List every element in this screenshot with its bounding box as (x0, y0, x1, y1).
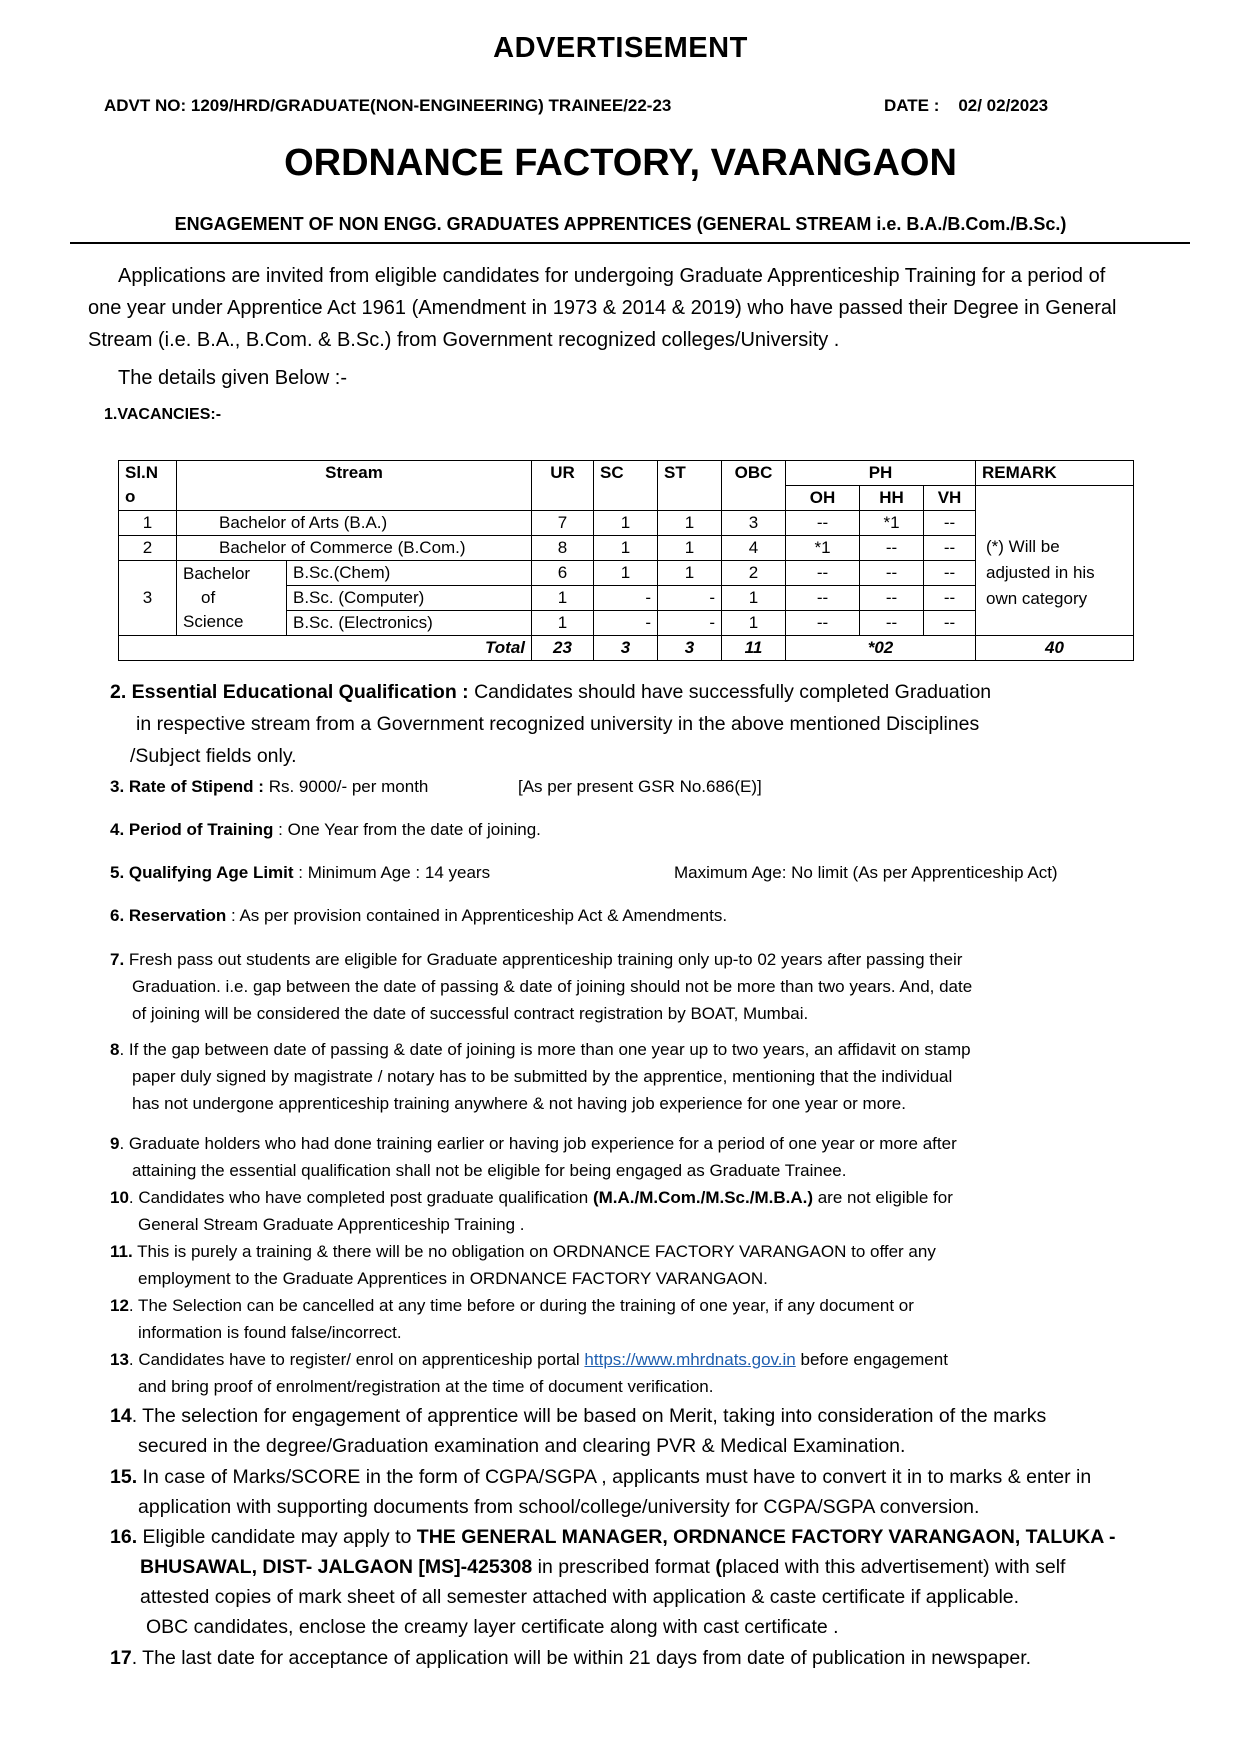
vacancies-table (118, 460, 1134, 661)
cell-obc: 1 (722, 586, 786, 611)
cell-stream: B.Sc. (Computer) (287, 586, 532, 611)
intro-line: Applications are invited from eligible candidates for undergoing Graduate Apprenticeship Training for a period of (118, 265, 1106, 287)
section-qualification: 2. Essential Educational Qualification : Candidates should have successfully completed Graduation in respective stream from a Government recognized university in the above mentioned Disciplines /Subject fields only. (110, 681, 992, 767)
cell-vh: -- (924, 511, 976, 536)
section-12: 12. The Selection can be cancelled at any time before or during the training of one year, if any document or information is found false/incorrect. (110, 1296, 914, 1342)
total-st: 3 (658, 636, 722, 661)
section-16: 16. Eligible candidate may apply to THE GENERAL MANAGER, ORDNANCE FACTORY VARANGAON, TALUKA - BHUSAWAL, DIST- JALGAON [MS]-425308 in prescribed format (placed with this advertisement) with self attested copies of mark sheet of all semester attached with application & caste certificate if applicable. OBC candidates, enclose the creamy layer certificate along with cast certificate . (110, 1526, 1116, 1638)
section-10: 10. Candidates who have completed post graduate qualification (M.A./M.Com./M.Sc./M.B.A.) are not eligible for General Stream Graduate Apprenticeship Training . (110, 1188, 953, 1234)
address: THE GENERAL MANAGER, ORDNANCE FACTORY VARANGAON, TALUKA - (416, 1526, 1116, 1548)
cell-stream-group (177, 561, 287, 636)
date-value: 02/ 02/2023 (958, 96, 1049, 115)
cell-hh: -- (860, 611, 924, 636)
cell-ur: 6 (532, 561, 594, 586)
group-line: Bachelor (183, 564, 251, 583)
cell-slno: 2 (119, 536, 177, 561)
cell-sc: 1 (594, 536, 658, 561)
section-9: 9. Graduate holders who had done training earlier or having job experience for a period of one year or more after attaining the essential qualification shall not be eligible for being engaged as Graduate Trainee. (110, 1134, 957, 1180)
cell-obc: 4 (722, 536, 786, 561)
cell-oh: *1 (786, 536, 860, 561)
section-label: 5. Qualifying Age Limit (110, 863, 294, 882)
header-vh: VH (924, 486, 976, 511)
cell-stream: Bachelor of Arts (B.A.) (177, 511, 532, 536)
details-intro: The details given Below :- (118, 367, 348, 389)
cell-ur: 1 (532, 586, 594, 611)
cell-st: - (658, 611, 722, 636)
header-slno: Sl.N o (119, 461, 177, 511)
total-label: Total (119, 636, 532, 661)
section-reservation: 6. Reservation : As per provision contained in Apprenticeship Act & Amendments. (110, 906, 728, 925)
cell-remark: (*) Will be adjusted in his own category (976, 511, 1134, 636)
cell-stream: B.Sc.(Chem) (287, 561, 532, 586)
header-ur: UR (532, 461, 594, 511)
section-label: 3. Rate of Stipend : (110, 777, 264, 796)
cell-oh: -- (786, 511, 860, 536)
total-ur: 23 (532, 636, 594, 661)
cell-hh: -- (860, 586, 924, 611)
section-label: 6. Reservation (110, 906, 227, 925)
section-17: 17. The last date for acceptance of application will be within 21 days from date of publication in newspaper. (110, 1647, 1032, 1669)
section-8: 8. If the gap between date of passing & date of joining is more than one year up to two years, an affidavit on stamp paper duly signed by magistrate / notary has to be submitted by the apprentice, mentioning that the individual has not undergone apprenticeship training anywhere & not having job experience for one year or more. (110, 1040, 971, 1113)
portal-link[interactable]: https://www.mhrdnats.gov.in (584, 1350, 796, 1369)
table-row (119, 511, 1134, 536)
total-ph: *02 (786, 636, 976, 661)
table-total-row (119, 636, 1134, 661)
section-7: 7. Fresh pass out students are eligible for Graduate apprenticeship training only up-to 02 years after passing their Graduation. i.e. gap between the date of passing & date of joining should not be more than two years. And, date of joining will be considered the date of successful contract registration by BOAT, Mumbai. (110, 950, 973, 1023)
header-remark: REMARK (976, 461, 1134, 486)
header-st: ST (658, 461, 722, 511)
address-cont: BHUSAWAL, DIST- JALGAON [MS]-425308 (140, 1556, 533, 1578)
section-label: 4. Period of Training (110, 820, 274, 839)
cell-obc: 1 (722, 611, 786, 636)
section-14: 14. The selection for engagement of apprentice will be based on Merit, taking into consideration of the marks secured in the degree/Graduation examination and clearing PVR & Medical Examination. (110, 1405, 1047, 1457)
document-subtitle: ENGAGEMENT OF NON ENGG. GRADUATES APPRENTICES (GENERAL STREAM i.e. B.A./B.Com./B.Sc.) (174, 214, 1067, 234)
cell-vh: -- (924, 586, 976, 611)
header-ph: PH (786, 461, 976, 486)
section-label: 2. Essential Educational Qualification : (110, 681, 469, 703)
cell-st: 1 (658, 511, 722, 536)
section-13: 13. Candidates have to register/ enrol on apprenticeship portal https://www.mhrdnats.gov.in before engagement and bring proof of enrolment/registration at the time of document verification. (110, 1350, 948, 1396)
section-stipend: 3. Rate of Stipend : Rs. 9000/- per month [As per present GSR No.686(E)] (110, 777, 762, 796)
header-oh: OH (786, 486, 860, 511)
cell-sc: - (594, 586, 658, 611)
cell-ur: 8 (532, 536, 594, 561)
header-divider (70, 242, 1190, 244)
cell-st: - (658, 586, 722, 611)
cell-ur: 1 (532, 611, 594, 636)
group-line: Science (183, 612, 244, 631)
cell-obc: 3 (722, 511, 786, 536)
cell-sc: - (594, 611, 658, 636)
cell-hh: -- (860, 536, 924, 561)
vacancies-heading: 1.VACANCIES:- (104, 406, 222, 423)
cell-stream: Bachelor of Commerce (B.Com.) (177, 536, 532, 561)
date-label: DATE : (884, 96, 940, 115)
total-obc: 11 (722, 636, 786, 661)
header-hh: HH (860, 486, 924, 511)
organization-name: ORDNANCE FACTORY, VARANGAON (284, 142, 957, 184)
intro-paragraph (88, 260, 1198, 356)
cell-obc: 2 (722, 561, 786, 586)
cell-hh: *1 (860, 511, 924, 536)
table-header-row (119, 461, 1134, 486)
intro-line: one year under Apprentice Act 1961 (Amendment in 1973 & 2014 & 2019) who have passed their Degree in General (88, 297, 1117, 319)
intro-line: Stream (i.e. B.A., B.Com. & B.Sc.) from Government recognized colleges/University . (88, 329, 840, 351)
cell-oh: -- (786, 561, 860, 586)
cell-st: 1 (658, 561, 722, 586)
header-obc: OBC (722, 461, 786, 511)
cell-vh: -- (924, 561, 976, 586)
advertisement-date (884, 96, 1048, 116)
cell-vh: -- (924, 536, 976, 561)
cell-sc: 1 (594, 561, 658, 586)
section-training-period: 4. Period of Training : One Year from the date of joining. (110, 820, 541, 839)
cell-oh: -- (786, 611, 860, 636)
cell-oh: -- (786, 586, 860, 611)
advertisement-number: ADVT NO: 1209/HRD/GRADUATE(NON-ENGINEERING) TRAINEE/22-23 (104, 96, 672, 115)
section-age-limit: 5. Qualifying Age Limit : Minimum Age : 14 years Maximum Age: No limit (As per Apprenticeship Act) (110, 863, 1058, 882)
cell-slno: 3 (119, 561, 177, 636)
header-stream: Stream (177, 461, 532, 511)
total-sc: 3 (594, 636, 658, 661)
cell-slno: 1 (119, 511, 177, 536)
section-15: 15. In case of Marks/SCORE in the form of CGPA/SGPA , applicants must have to convert it in to marks & enter in application with supporting documents from school/college/university for CGPA/SGPA conversion. (110, 1466, 1092, 1518)
cell-ur: 7 (532, 511, 594, 536)
document-title: ADVERTISEMENT (493, 32, 748, 64)
cell-st: 1 (658, 536, 722, 561)
cell-hh: -- (860, 561, 924, 586)
header-remark-blank (976, 486, 1134, 511)
header-sc: SC (594, 461, 658, 511)
total-grand: 40 (976, 636, 1134, 661)
cell-sc: 1 (594, 511, 658, 536)
section-11: 11. This is purely a training & there will be no obligation on ORDNANCE FACTORY VARANGAON to offer any employment to the Graduate Apprentices in ORDNANCE FACTORY VARANGAON. (110, 1242, 936, 1288)
cell-vh: -- (924, 611, 976, 636)
group-line: of (201, 588, 216, 607)
cell-stream: B.Sc. (Electronics) (287, 611, 532, 636)
